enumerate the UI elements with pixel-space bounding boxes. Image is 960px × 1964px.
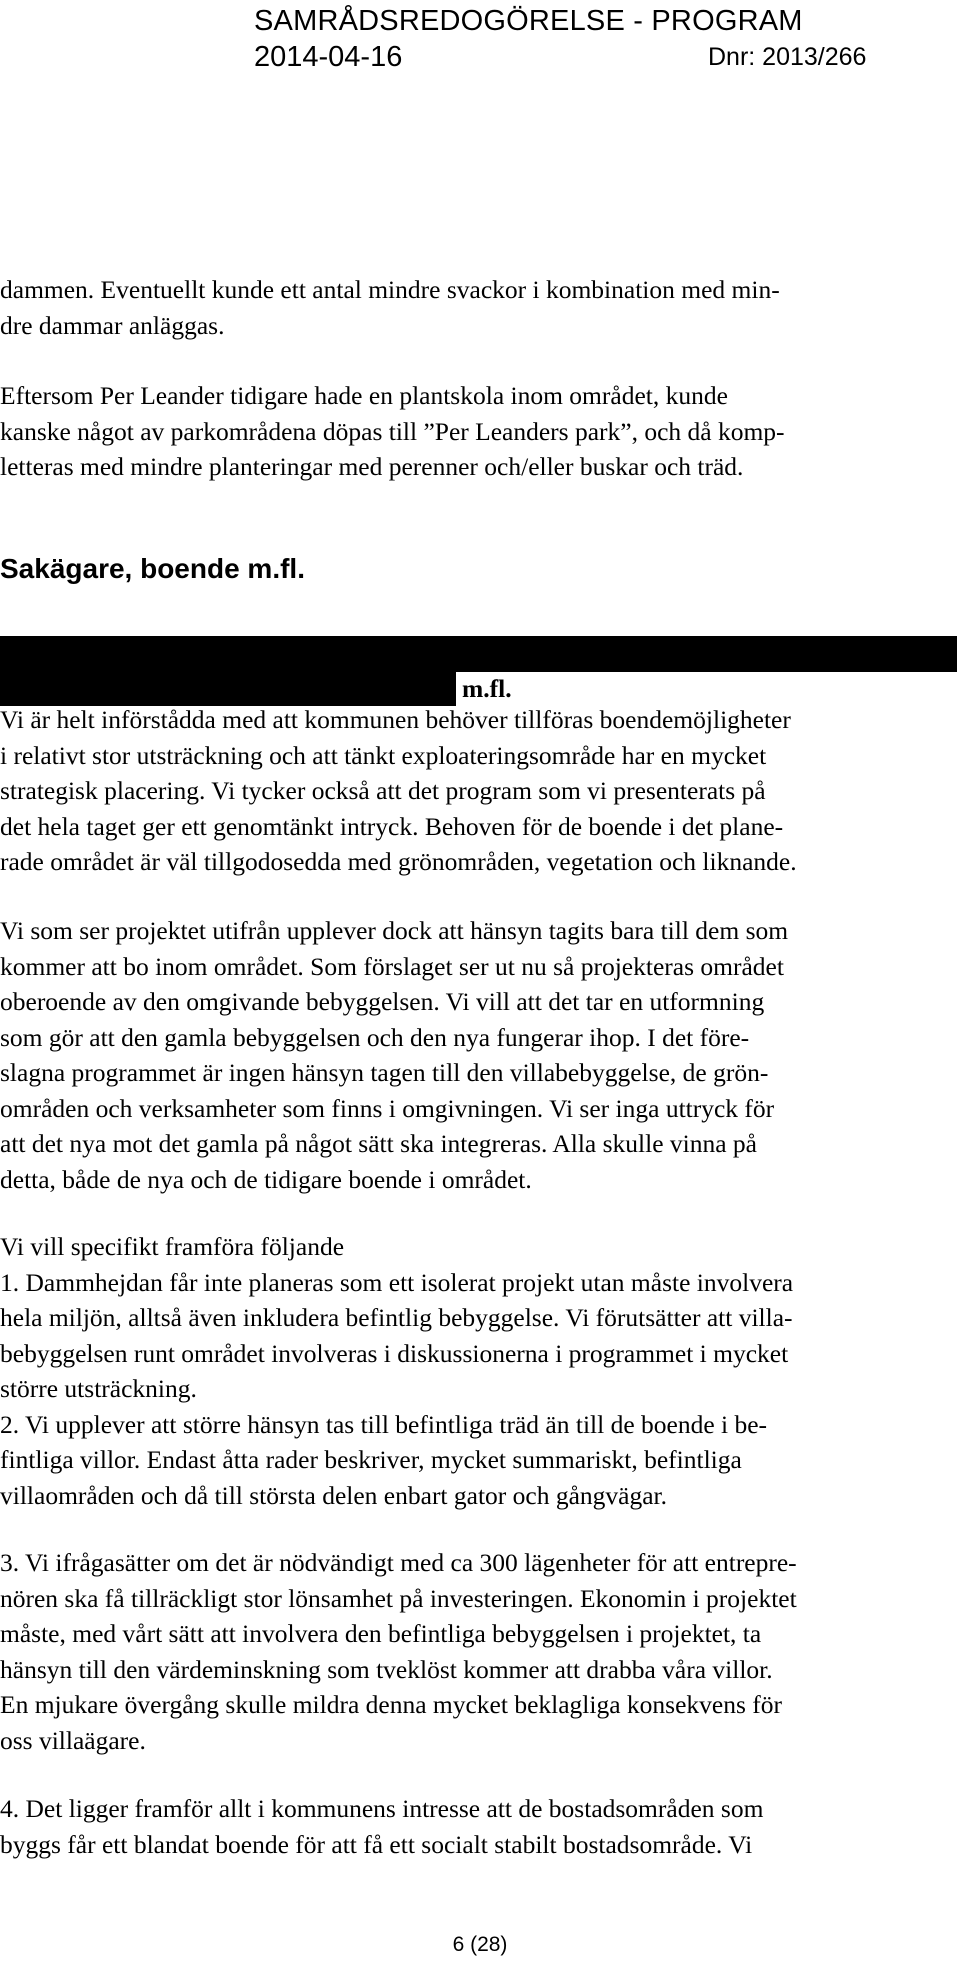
text-line: rade området är väl tillgodosedda med grönområden, vegetation och liknande. bbox=[0, 847, 797, 876]
text-line: villaområden och då till största delen enbart gator och gångvägar. bbox=[0, 1480, 668, 1510]
text-line: letteras med mindre planteringar med perenner och/eller buskar och träd. bbox=[0, 452, 744, 481]
text-line: 3. Vi ifrågasätter om det är nödvändigt med ca 300 lägenheter för att entrepre- bbox=[0, 1548, 797, 1577]
text-line: måste, med vårt sätt att involvera den befintliga bebyggelsen i projektet, ta bbox=[0, 1619, 762, 1648]
document-number: Dnr: 2013/266 bbox=[708, 43, 867, 71]
text-line: 1. Dammhejdan får inte planeras som ett isolerat projekt utan måste involvera bbox=[0, 1267, 794, 1297]
intro-paragraph bbox=[0, 378, 960, 485]
text-line: kanske något av parkområdena döpas till ”Per Leanders park”, och då komp- bbox=[0, 416, 785, 446]
text-line: 2. Vi upplever att större hänsyn tas till befintliga träd än till de boende i be- bbox=[0, 1409, 768, 1439]
section-heading: Sakägare, boende m.fl. bbox=[0, 553, 305, 584]
body-paragraph bbox=[0, 1545, 960, 1758]
redaction-bar bbox=[0, 672, 456, 706]
text-line: Vi som ser projektet utifrån upplever dock att hänsyn tagits bara till dem som bbox=[0, 916, 789, 945]
text-line: att det nya mot det gamla på något sätt ska integreras. Alla skulle vinna på bbox=[0, 1129, 757, 1158]
page-header bbox=[254, 4, 944, 74]
document-date: 2014-04-16 bbox=[254, 41, 403, 73]
page-number: 6 (28) bbox=[452, 1933, 508, 1956]
text-line: strategisk placering. Vi tycker också att det program som vi presenterats på bbox=[0, 776, 766, 805]
text-line: i relativt stor utsträckning och att tänkt exploateringsområde har en mycket bbox=[0, 740, 767, 770]
text-line: En mjukare övergång skulle mildra denna mycket beklagliga konsekvens för bbox=[0, 1690, 783, 1719]
header-meta-row bbox=[254, 40, 944, 74]
body-paragraph bbox=[0, 913, 960, 1197]
text-line: dammen. Eventuellt kunde ett antal mindre svackor i kombination med min- bbox=[0, 275, 780, 304]
body-paragraph bbox=[0, 1791, 960, 1862]
text-line: bebyggelsen runt området involveras i diskussionerna i programmet i mycket bbox=[0, 1338, 789, 1368]
text-line: byggs får ett blandat boende för att få ett socialt stabilt bostadsområde. Vi bbox=[0, 1829, 753, 1859]
text-line: Vi vill specifikt framföra följande bbox=[0, 1232, 345, 1261]
document-title: SAMRÅDSREDOGÖRELSE - PROGRAM bbox=[254, 5, 803, 37]
text-line: fintliga villor. Endast åtta rader beskriver, mycket summariskt, befintliga bbox=[0, 1445, 742, 1474]
text-line: områden och verksamheter som finns i omgivningen. Vi ser inga uttryck för bbox=[0, 1093, 775, 1123]
intro-paragraph bbox=[0, 272, 960, 343]
text-line: Eftersom Per Leander tidigare hade en plantskola inom området, kunde bbox=[0, 381, 728, 410]
text-line: som gör att den gamla bebyggelsen och den nya fungerar ihop. I det före- bbox=[0, 1022, 750, 1052]
text-line: detta, både de nya och de tidigare boende i området. bbox=[0, 1164, 532, 1194]
text-line: hänsyn till den värdeminskning som tveklöst kommer att drabba våra villor. bbox=[0, 1654, 773, 1684]
redacted-name-suffix: m.fl. bbox=[462, 674, 512, 703]
text-line: kommer att bo inom området. Som förslaget ser ut nu så projekteras området bbox=[0, 951, 784, 981]
text-line: slagna programmet är ingen hänsyn tagen till den villabebyggelse, de grön- bbox=[0, 1058, 769, 1087]
text-line: dre dammar anläggas. bbox=[0, 310, 225, 340]
text-line: 4. Det ligger framför allt i kommunens intresse att de bostadsområden som bbox=[0, 1794, 764, 1823]
body-paragraph bbox=[0, 1229, 960, 1513]
text-line: nören ska få tillräckligt stor lönsamhet på investeringen. Ekonomin i projektet bbox=[0, 1583, 797, 1613]
text-line: det hela taget ger ett genomtänkt intryck. Behoven för de boende i det plane- bbox=[0, 811, 784, 841]
text-line: oberoende av den omgivande bebyggelsen. Vi vill att det tar en utformning bbox=[0, 987, 765, 1016]
text-line: större utsträckning. bbox=[0, 1374, 197, 1403]
text-line: oss villaägare. bbox=[0, 1725, 146, 1755]
text-line: hela miljön, alltså även inkludera befintlig bebyggelse. Vi förutsätter att villa- bbox=[0, 1303, 793, 1332]
text-line: Vi är helt införstådda med att kommunen behöver tillföras boendemöjligheter bbox=[0, 705, 791, 734]
redaction-bar bbox=[0, 636, 957, 672]
body-paragraph bbox=[0, 702, 960, 880]
